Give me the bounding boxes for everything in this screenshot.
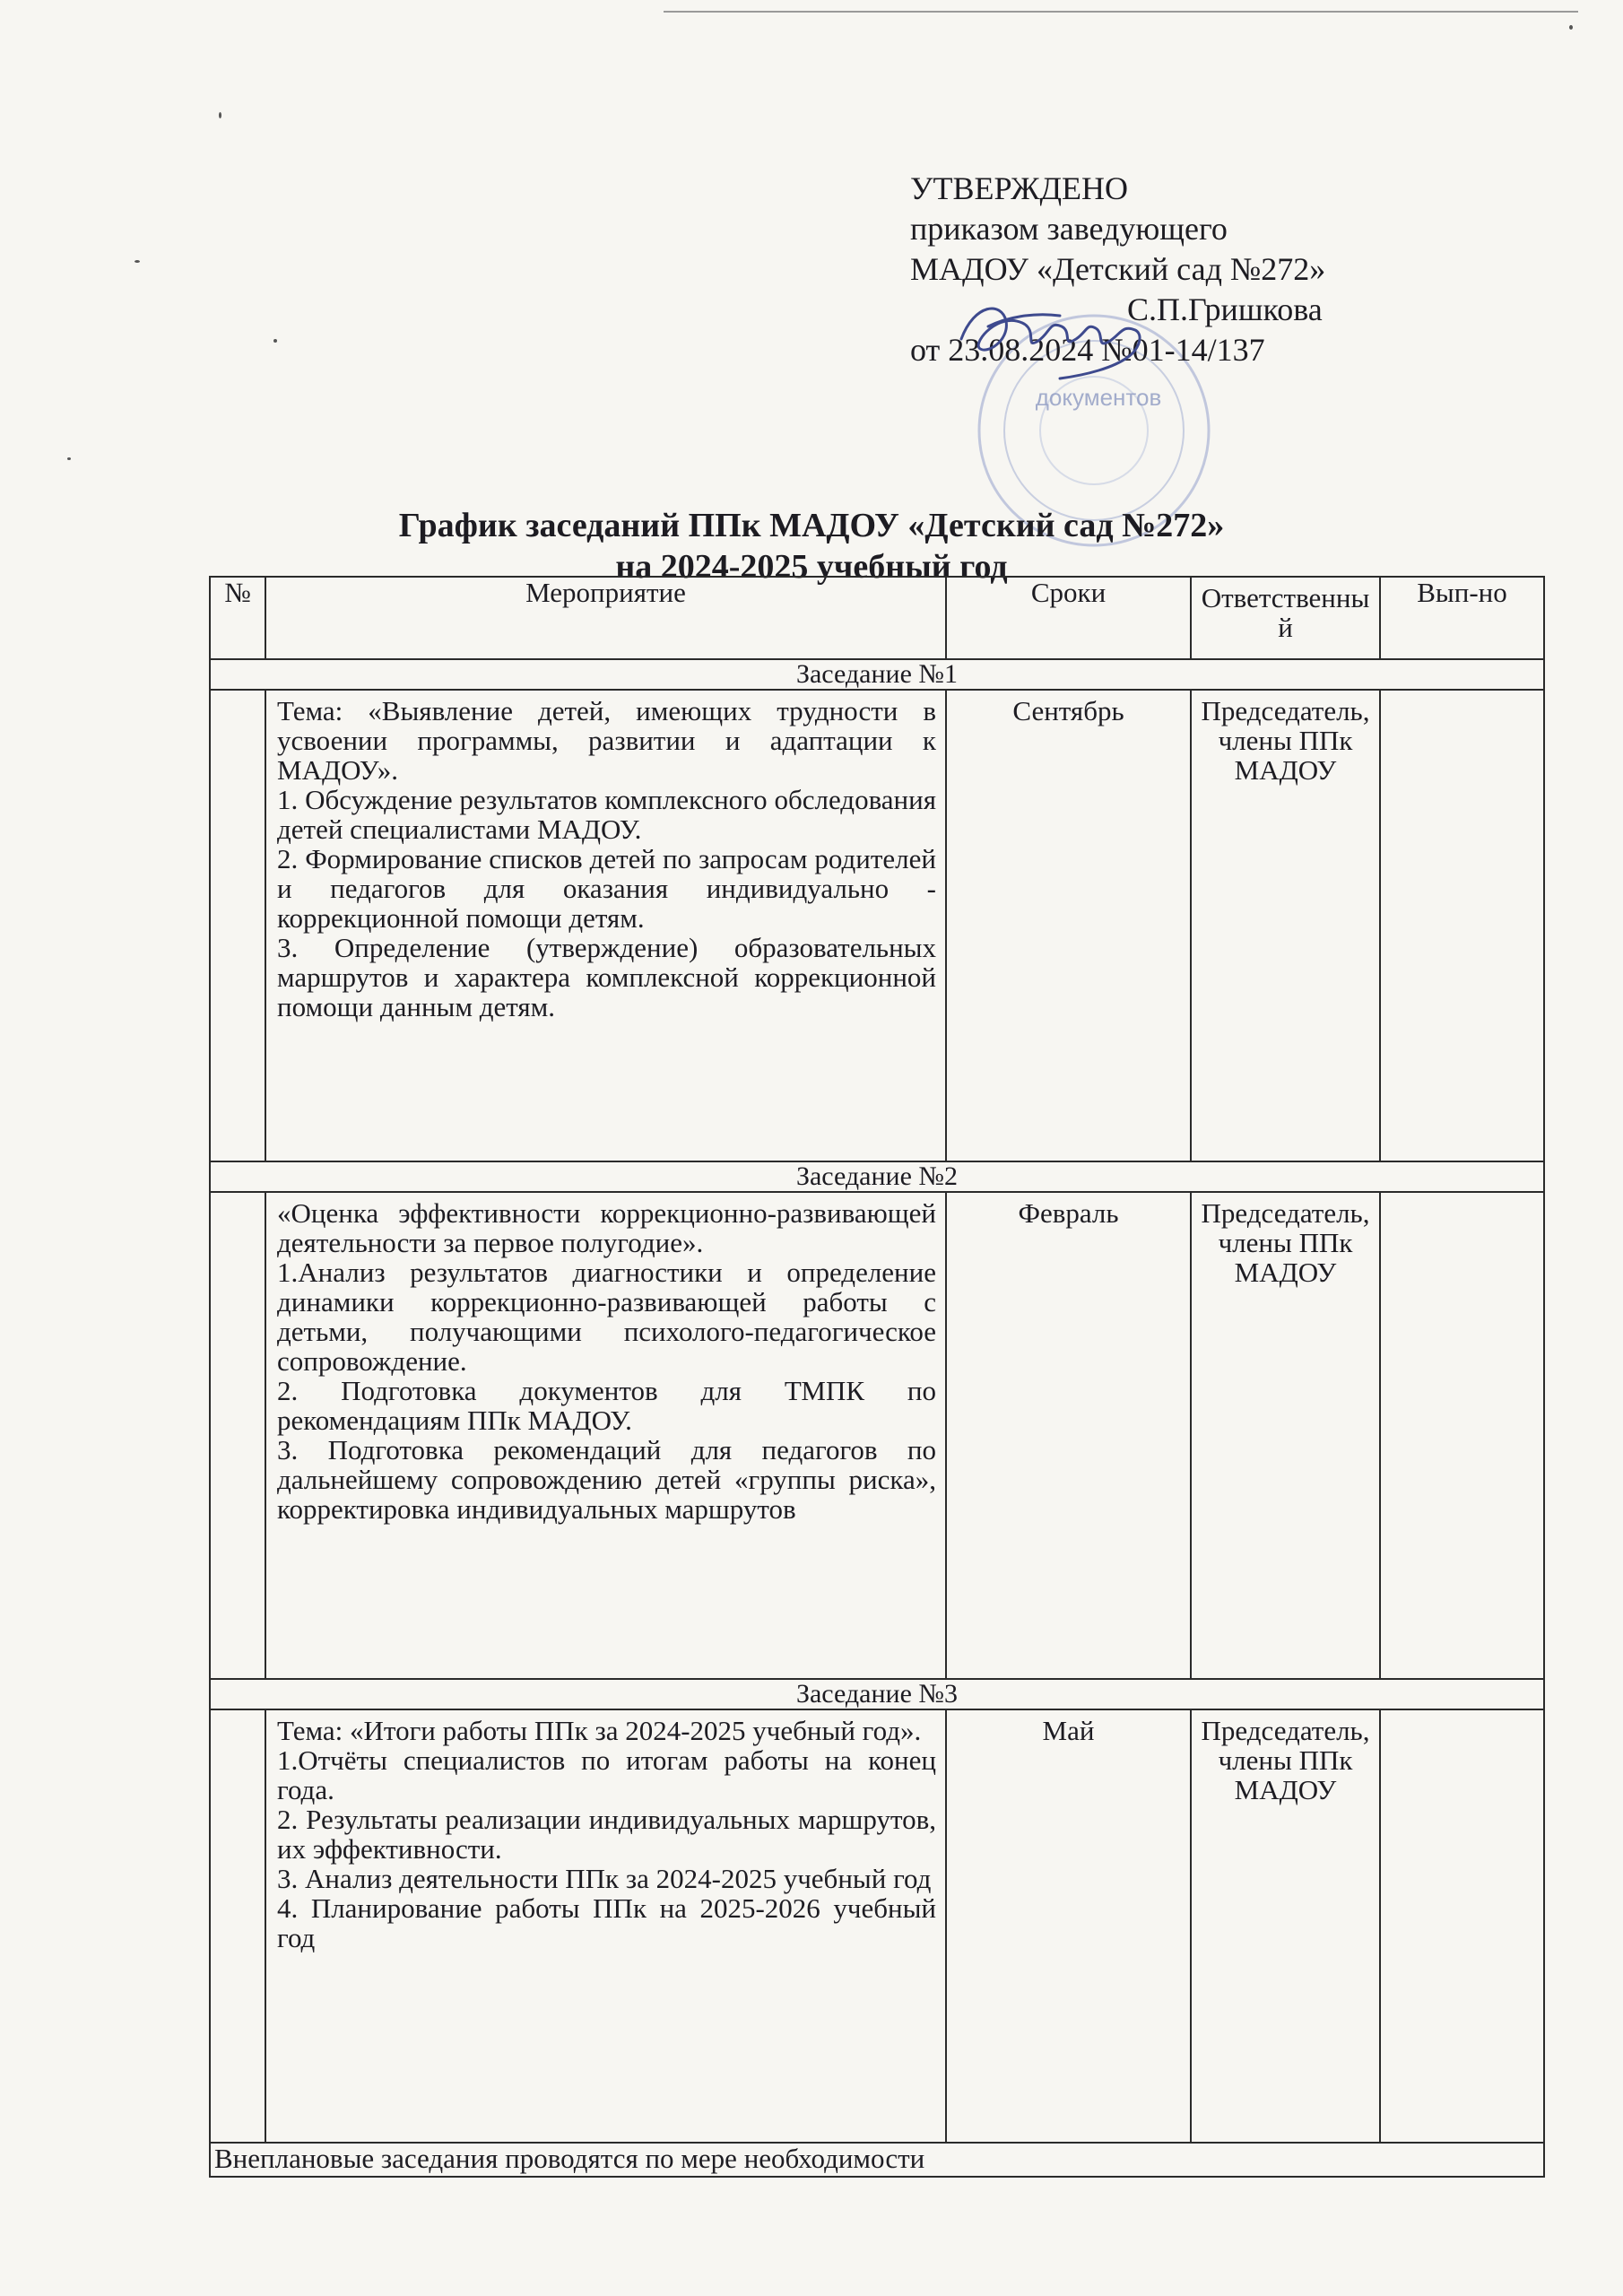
done-cell: [1380, 1709, 1544, 2143]
activity-cell: [265, 1709, 946, 2143]
scan-edge-line: [664, 11, 1578, 13]
responsible-cell: Председатель, члены ППк МАДОУ: [1191, 1192, 1380, 1679]
scan-speck: [67, 457, 71, 460]
activity-paragraph: 3. Подготовка рекомендаций для педагогов по дальнейшему сопровождению детей «группы риска», корректировка индивидуальных маршрутов: [277, 1434, 936, 1525]
meetings-schedule-table: [209, 576, 1545, 2178]
scan-speck: [273, 339, 277, 343]
number-cell: [210, 1192, 265, 1679]
activity-paragraph: 1. Обсуждение результатов комплексного обследования детей специалистами МАДОУ.: [277, 784, 936, 845]
stamp-text: документов: [1035, 384, 1162, 411]
document-title: График заседаний ППк МАДОУ «Детский сад №272»: [398, 507, 1225, 544]
table-header-row: [210, 577, 1544, 659]
scan-speck: [1569, 25, 1573, 30]
activity-paragraph: 2. Подготовка документов для ТМПК по рекомендациям ППк МАДОУ.: [277, 1375, 936, 1436]
table-row: [210, 1709, 1544, 2143]
activity-paragraph: 2. Формирование списков детей по запросам родителей и педагогов для оказания индивидуально - коррекционной помощи детям.: [277, 843, 936, 934]
terms-cell: Сентябрь: [946, 690, 1191, 1161]
terms-cell: Май: [946, 1709, 1191, 2143]
footer-note: Внеплановые заседания проводятся по мере необходимости: [210, 2143, 1544, 2177]
scan-speck: [135, 260, 140, 263]
responsible-cell: Председатель, члены ППк МАДОУ: [1191, 690, 1380, 1161]
table-row: [210, 1192, 1544, 1679]
table-row: [210, 690, 1544, 1161]
done-cell: [1380, 1192, 1544, 1679]
approval-line: МАДОУ «Детский сад №272»: [910, 251, 1326, 287]
terms-cell: Февраль: [946, 1192, 1191, 1679]
activity-cell: [265, 690, 946, 1161]
activity-paragraph: 1.Анализ результатов диагностики и определение динамики коррекционно-развивающей работы с детьми, получающими психолого-педагогическое сопровождение.: [277, 1257, 936, 1377]
approval-line: УТВЕРЖДЕНО: [910, 170, 1129, 206]
section-row: [210, 1161, 1544, 1192]
approval-line: от 23.08.2024 №01-14/137: [910, 332, 1265, 368]
activity-paragraph: 4. Планирование работы ППк на 2025-2026 учебный год: [277, 1892, 936, 1953]
responsible-cell: Председатель, члены ППк МАДОУ: [1191, 1709, 1380, 2143]
number-cell: [210, 1709, 265, 2143]
activity-cell: [265, 1192, 946, 1679]
approval-name: С.П.Гришкова: [1127, 291, 1323, 327]
section-row: [210, 659, 1544, 690]
scan-speck: [219, 112, 221, 118]
activity-paragraph: 3. Определение (утверждение) образовательных маршрутов и характера комплексной коррекционной помощи данным детям.: [277, 932, 936, 1022]
number-cell: [210, 690, 265, 1161]
activity-paragraph: Тема: «Итоги работы ППк за 2024-2025 учебный год».: [277, 1715, 922, 1746]
header-activity: Мероприятие: [265, 577, 946, 659]
header-terms: Сроки: [946, 577, 1191, 659]
header-done: Вып-но: [1380, 577, 1544, 659]
section-title: Заседание №1: [210, 659, 1544, 690]
activity-paragraph: 1.Отчёты специалистов по итогам работы на конец года.: [277, 1744, 936, 1805]
header-number: №: [210, 577, 265, 659]
handwritten-signature: [952, 285, 1159, 384]
activity-paragraph: 2. Результаты реализации индивидуальных маршрутов, их эффективности.: [277, 1804, 936, 1865]
footer-row: [210, 2143, 1544, 2177]
document-subtitle: на 2024-2025 учебный год: [615, 548, 1008, 586]
activity-paragraph: «Оценка эффективности коррекционно-развивающей деятельности за первое полугодие».: [277, 1197, 936, 1258]
section-row: [210, 1679, 1544, 1709]
approval-line: приказом заведующего: [910, 211, 1228, 247]
done-cell: [1380, 690, 1544, 1161]
header-responsible: Ответственный: [1191, 577, 1380, 659]
section-title: Заседание №2: [210, 1161, 1544, 1192]
activity-paragraph: Тема: «Выявление детей, имеющих трудности в усвоении программы, развитии и адаптации к МАДОУ».: [277, 695, 936, 786]
activity-paragraph: 3. Анализ деятельности ППк за 2024-2025 учебный год: [277, 1863, 932, 1894]
section-title: Заседание №3: [210, 1679, 1544, 1709]
